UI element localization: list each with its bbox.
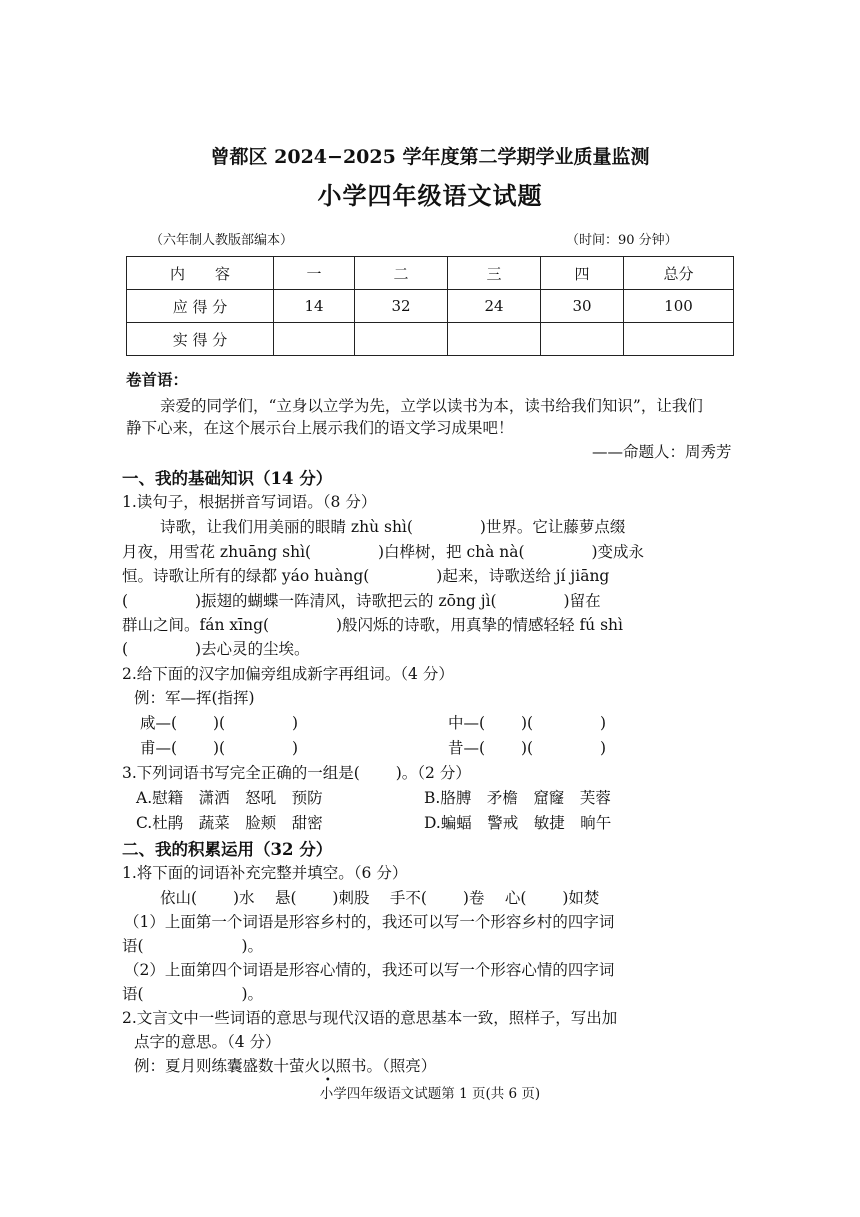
example-text: 例：夏月则练囊盛数十萤火 (134, 1057, 321, 1075)
question-title: 1.将下面的词语补充完整并填空。（6 分） (122, 864, 408, 882)
question-example: 例：军—挥(指挥) (134, 689, 255, 707)
score-input-cell[interactable] (274, 323, 355, 356)
question-text: 恒。诗歌让所有的绿都 yáo huàng( )起来，诗歌送给 jí jiāng (122, 567, 610, 585)
time-note: （时间：90 分钟） (566, 233, 678, 248)
table-cell: 总分 (624, 257, 734, 290)
question-example (134, 1054, 436, 1076)
question-text: （2）上面第四个词语是形容心情的，我还可以写一个形容心情的四字词 (124, 961, 615, 979)
choice-option: B.胳膊 矛檐 窟窿 芙蓉 (424, 789, 611, 807)
preface-line: 静下心来，在这个展示台上展示我们的语文学习成果吧！ (126, 419, 514, 437)
table-cell: 应 得 分 (127, 290, 274, 323)
table-cell: 二 (355, 257, 448, 290)
preface-line: 亲爱的同学们，“立身以立学为先，立学以读书为本，读书给我们知识”，让我们 (160, 397, 703, 415)
question-text: 群山之间。fán xīng( )般闪烁的诗歌，用真挚的情感轻轻 fú shì (122, 616, 623, 634)
exam-subtitle: 小学四年级语文试题 (317, 181, 543, 210)
page-footer: 小学四年级语文试题第 1 页(共 6 页) (319, 1086, 541, 1102)
question-text: 语( )。 (122, 985, 264, 1003)
question-text: ( )去心灵的尘埃。 (122, 640, 310, 658)
table-cell: 实 得 分 (127, 323, 274, 356)
table-row (127, 290, 734, 323)
edition-note: （六年制人教版部编本） (150, 233, 294, 248)
score-input-cell[interactable] (448, 323, 541, 356)
example-text: 照书。（照亮） (335, 1057, 437, 1075)
score-input-cell[interactable] (624, 323, 734, 356)
question-text: 依山( )水 悬( )刺股 手不( )卷 心( )如焚 (160, 889, 600, 907)
question-text: 咸—( )( ) (140, 714, 299, 732)
question-title: 1.读句子，根据拼音写词语。（8 分） (122, 493, 377, 511)
score-input-cell[interactable] (541, 323, 624, 356)
choice-option: A.慰籍 潇洒 怒吼 预防 (136, 789, 323, 807)
preface-label: 卷首语： (126, 370, 189, 389)
section-title: 一、我的基础知识（14 分） (122, 469, 333, 488)
question-text: 语( )。 (122, 937, 264, 955)
table-cell: 一 (274, 257, 355, 290)
exam-header-title: 曾都区 2024−2025 学年度第二学期学业质量监测 (210, 146, 650, 168)
question-text: 昔—( )( ) (448, 739, 607, 757)
table-cell: 30 (541, 290, 624, 323)
question-title: 3.下列词语书写完全正确的一组是( )。（2 分） (122, 764, 471, 782)
table-cell: 100 (624, 290, 734, 323)
question-text: 月夜，用雪花 zhuāng shì( )白桦树，把 chà nà( )变成永 (122, 543, 645, 561)
choice-option: D.蝙蝠 警戒 敏捷 晌午 (424, 814, 612, 832)
question-text: 中—( )( ) (448, 714, 607, 732)
table-row (127, 323, 734, 356)
section-title: 二、我的积累运用（32 分） (122, 840, 333, 859)
score-table (126, 256, 734, 356)
question-title: 2.文言文中一些词语的意思与现代汉语的意思基本一致，照样子，写出加 (122, 1009, 618, 1027)
choice-option: C.杜鹃 蔬菜 脸颊 甜密 (136, 814, 323, 832)
question-text: 诗歌，让我们用美丽的眼睛 zhù shì( )世界。它让藤萝点缀 (160, 518, 626, 536)
preface-author: ——命题人：周秀芳 (592, 443, 732, 461)
table-cell: 24 (448, 290, 541, 323)
question-title: 点字的意思。（4 分） (134, 1033, 281, 1051)
table-cell: 14 (274, 290, 355, 323)
question-text: 甫—( )( ) (140, 739, 299, 757)
table-cell: 三 (448, 257, 541, 290)
table-row (127, 257, 734, 290)
table-cell: 内 容 (127, 257, 274, 290)
table-cell: 32 (355, 290, 448, 323)
score-input-cell[interactable] (355, 323, 448, 356)
question-text: （1）上面第一个词语是形容乡村的，我还可以写一个形容乡村的四字词 (124, 913, 615, 931)
question-title: 2.给下面的汉字加偏旁组成新字再组词。（4 分） (122, 665, 454, 683)
table-cell: 四 (541, 257, 624, 290)
question-text: ( )振翅的蝴蝶一阵清风，诗歌把云的 zōng jì( )留在 (122, 592, 601, 610)
dotted-character: 以 (320, 1057, 336, 1075)
